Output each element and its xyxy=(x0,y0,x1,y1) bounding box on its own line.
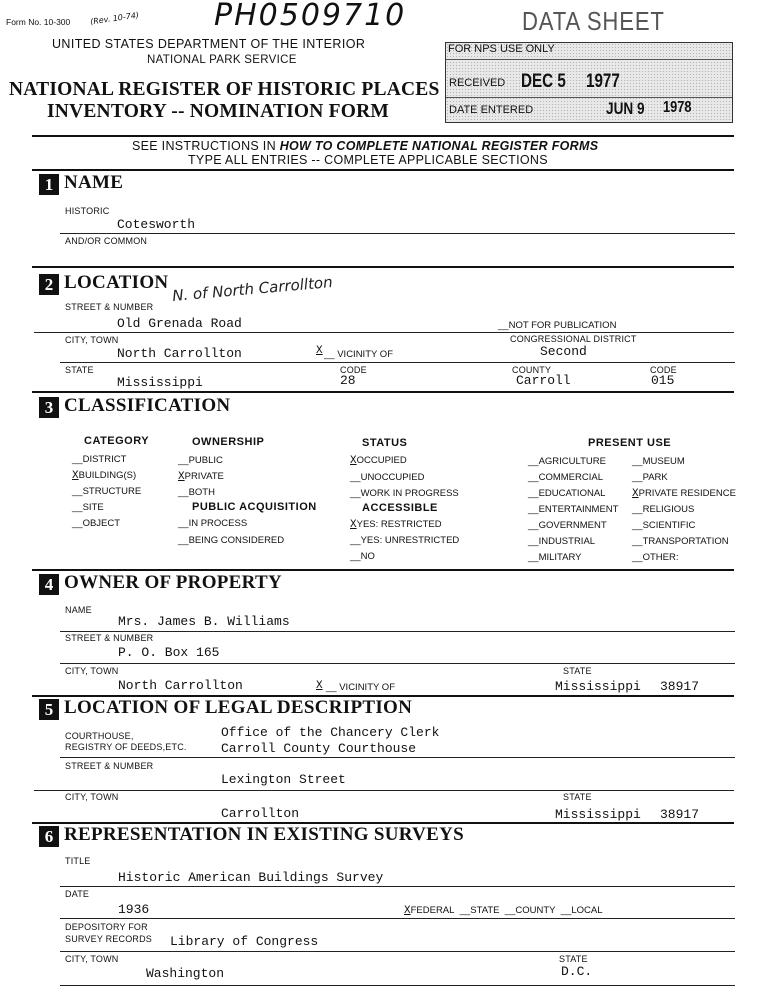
congressional-district-label: CONGRESSIONAL DISTRICT xyxy=(510,334,637,344)
use-industrial: __INDUSTRIAL xyxy=(528,536,596,547)
street-number-label: STREET & NUMBER xyxy=(65,302,154,312)
section-number-1: 1 xyxy=(39,174,59,195)
revision-note: (Rev. 10-74) xyxy=(89,10,140,27)
section-title-classification: CLASSIFICATION xyxy=(64,395,231,416)
section-number-2: 2 xyxy=(39,274,59,295)
use-park: __PARK xyxy=(632,472,668,483)
location-street: Old Grenada Road xyxy=(117,316,242,331)
date-entered-year-stamp: 1978 xyxy=(663,99,692,116)
use-educational: __EDUCATIONAL xyxy=(528,488,606,499)
vicinity-of-label: __ VICINITY OF xyxy=(324,349,393,360)
section-title-surveys: REPRESENTATION IN EXISTING SURVEYS xyxy=(64,824,465,845)
accessible-restricted-mark: X xyxy=(350,519,357,531)
legal-state: Mississippi xyxy=(555,807,641,822)
section-title-location: LOCATION xyxy=(64,272,169,293)
courthouse-line1: Office of the Chancery Clerk xyxy=(221,725,440,740)
instructions-line1: SEE INSTRUCTIONS IN HOW TO COMPLETE NATIONAL REGISTER FORMS xyxy=(132,139,599,153)
ownership-heading: OWNERSHIP xyxy=(192,436,265,448)
courthouse-line2: Carroll County Courthouse xyxy=(221,741,417,756)
location-state: Mississippi xyxy=(117,375,203,390)
historic-name: Cotesworth xyxy=(117,217,196,232)
category-site: __SITE xyxy=(72,502,104,513)
survey-city-label: CITY, TOWN xyxy=(65,954,119,964)
nps-box-heading: FOR NPS USE ONLY xyxy=(448,43,555,55)
use-government: __GOVERNMENT xyxy=(528,520,607,531)
historic-label: HISTORIC xyxy=(65,206,110,216)
owner-street-label: STREET & NUMBER xyxy=(65,633,154,643)
category-heading: CATEGORY xyxy=(84,435,150,447)
survey-title-label: TITLE xyxy=(65,856,91,866)
state-code-label: CODE xyxy=(340,365,367,375)
use-museum: __MUSEUM xyxy=(632,456,685,467)
accessible-heading: ACCESSIBLE xyxy=(362,502,438,514)
common-name-label: AND/OR COMMON xyxy=(65,236,148,246)
data-sheet-stamp: DATA SHEET xyxy=(522,6,665,36)
status-occupied-mark: X xyxy=(350,455,357,467)
section-title-owner: OWNER OF PROPERTY xyxy=(64,572,283,593)
survey-title: Historic American Buildings Survey xyxy=(118,870,384,885)
acquisition-being-considered: __BEING CONSIDERED xyxy=(178,535,285,546)
received-year-stamp: 1977 xyxy=(586,71,620,92)
category-object: __OBJECT xyxy=(72,518,121,529)
ownership-both: __BOTH xyxy=(178,487,215,498)
section-title-legal: LOCATION OF LEGAL DESCRIPTION xyxy=(64,697,413,718)
city-town-label: CITY, TOWN xyxy=(65,335,119,345)
vicinity-mark: X xyxy=(316,345,323,357)
owner-city: North Carrollton xyxy=(118,678,243,693)
state-code: 28 xyxy=(340,373,356,388)
legal-zip: 38917 xyxy=(660,807,700,822)
section-number-6: 6 xyxy=(39,826,59,847)
courthouse-label-line1: COURTHOUSE, xyxy=(65,731,134,741)
date-entered-label: DATE ENTERED xyxy=(449,104,534,116)
received-label: RECEIVED xyxy=(449,77,506,89)
public-acquisition-heading: PUBLIC ACQUISITION xyxy=(192,501,317,513)
county-label: COUNTY xyxy=(512,365,552,375)
accessible-no: __NO xyxy=(350,551,375,562)
location-city: North Carrollton xyxy=(117,346,242,361)
form-number: Form No. 10-300 xyxy=(6,17,71,27)
date-entered-stamp: JUN 9 xyxy=(606,99,645,118)
location-county: Carroll xyxy=(516,373,571,388)
not-for-publication: __NOT FOR PUBLICATION xyxy=(498,320,617,331)
status-unoccupied: __UNOCCUPIED xyxy=(350,472,425,483)
acquisition-in-process: __IN PROCESS xyxy=(178,518,248,529)
owner-name: Mrs. James B. Williams xyxy=(118,614,290,629)
legal-city: Carrollton xyxy=(221,806,300,821)
federal-mark: X xyxy=(404,905,411,917)
handwritten-location-note: N. of North Carrollton xyxy=(171,273,334,305)
owner-vicinity-mark: X xyxy=(316,680,323,692)
status-heading: STATUS xyxy=(362,437,408,449)
ownership-public: __PUBLIC xyxy=(178,455,223,466)
owner-zip: 38917 xyxy=(660,679,700,694)
form-title-line1: NATIONAL REGISTER OF HISTORIC PLACES xyxy=(9,79,440,100)
status-occupied: XOCCUPIED xyxy=(350,455,407,467)
department-name: UNITED STATES DEPARTMENT OF THE INTERIOR xyxy=(52,37,366,51)
owner-name-label: NAME xyxy=(65,605,92,615)
ownership-private: XPRIVATE xyxy=(178,471,224,483)
county-code: 015 xyxy=(651,373,675,388)
use-agriculture: __AGRICULTURE xyxy=(528,456,606,467)
courthouse-label-line2: REGISTRY OF DEEDS,ETC. xyxy=(65,742,187,752)
survey-date: 1936 xyxy=(118,902,150,917)
use-entertainment: __ENTERTAINMENT xyxy=(528,504,619,515)
depository-label-line2: SURVEY RECORDS xyxy=(65,934,152,944)
county-code-label: CODE xyxy=(650,365,677,375)
category-buildings-mark: X xyxy=(72,470,79,482)
survey-level-options: XFEDERAL __STATE __COUNTY __LOCAL xyxy=(404,905,603,917)
legal-state-label: STATE xyxy=(563,792,592,802)
service-name: NATIONAL PARK SERVICE xyxy=(147,54,297,66)
reference-number: PH0509710 xyxy=(214,0,407,33)
legal-city-label: CITY, TOWN xyxy=(65,792,119,802)
survey-state: D.C. xyxy=(561,964,593,979)
section-title-name: NAME xyxy=(64,172,124,193)
category-buildings: XBUILDING(S) xyxy=(72,470,137,482)
survey-state-label: STATE xyxy=(559,954,588,964)
owner-street: P. O. Box 165 xyxy=(118,645,220,660)
category-district: __DISTRICT xyxy=(72,454,127,465)
legal-street-label: STREET & NUMBER xyxy=(65,761,154,771)
use-commercial: __COMMERCIAL xyxy=(528,472,603,483)
legal-street: Lexington Street xyxy=(221,772,346,787)
congressional-district: Second xyxy=(540,344,587,359)
section-number-4: 4 xyxy=(39,574,59,595)
received-date-stamp: DEC 5 xyxy=(521,71,566,92)
accessible-yes-restricted: XYES: RESTRICTED xyxy=(350,519,442,531)
owner-city-label: CITY, TOWN xyxy=(65,666,119,676)
form-title-line2: INVENTORY -- NOMINATION FORM xyxy=(47,101,390,122)
use-transportation: __TRANSPORTATION xyxy=(632,536,729,547)
present-use-heading: PRESENT USE xyxy=(588,437,672,449)
survey-city: Washington xyxy=(146,966,225,981)
owner-state: Mississippi xyxy=(555,679,641,694)
use-private-residence: XPRIVATE RESIDENCE xyxy=(632,488,736,500)
use-scientific: __SCIENTIFIC xyxy=(632,520,696,531)
status-work-in-progress: __WORK IN PROGRESS xyxy=(350,488,459,499)
ownership-private-mark: X xyxy=(178,471,185,483)
owner-state-label: STATE xyxy=(563,666,592,676)
accessible-yes-unrestricted: __YES: UNRESTRICTED xyxy=(350,535,460,546)
section-number-5: 5 xyxy=(39,699,59,720)
nps-use-box xyxy=(445,42,733,123)
category-structure: __STRUCTURE xyxy=(72,486,142,497)
use-other: __OTHER: xyxy=(632,552,679,563)
use-religious: __RELIGIOUS xyxy=(632,504,695,515)
use-private-residence-mark: X xyxy=(632,488,639,500)
state-label: STATE xyxy=(65,365,94,375)
instructions-line2: TYPE ALL ENTRIES -- COMPLETE APPLICABLE SECTIONS xyxy=(188,153,548,167)
depository-label-line1: DEPOSITORY FOR xyxy=(65,922,148,932)
owner-vicinity-label: __ VICINITY OF xyxy=(326,682,395,693)
survey-date-label: DATE xyxy=(65,889,90,899)
use-military: __MILITARY xyxy=(528,552,582,563)
depository: Library of Congress xyxy=(170,934,319,949)
section-number-3: 3 xyxy=(39,397,59,418)
